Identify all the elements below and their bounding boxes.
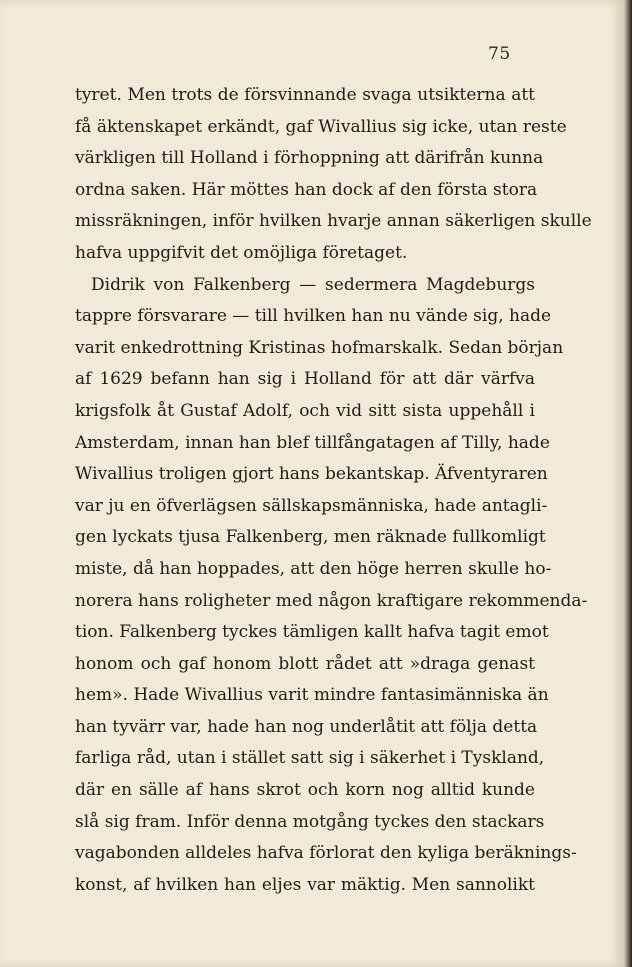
text-line: där en sälle af hans skrot och korn nog alltid kunde: [75, 780, 535, 801]
text-line: tyret. Men trots de försvinnande svaga utsikterna att: [75, 85, 535, 105]
text-line: han tyvärr var, hade han nog underlåtit att följa detta: [75, 716, 538, 737]
body-text: [75, 80, 592, 901]
text-line: farliga råd, utan i stället satt sig i säkerhet i Tyskland,: [75, 748, 545, 769]
text-line: miste, då han hoppades, att den höge herren skulle ho-: [75, 558, 552, 579]
text-line: honom och gaf honom blott rådet att »draga genast: [75, 653, 535, 674]
text-line: hem». Hade Wivallius varit mindre fantasimänniska än: [75, 685, 549, 706]
text-line: värkligen till Holland i förhoppning att därifrån kunna: [75, 148, 544, 169]
text-line: af 1629 befann han sig i Holland för att där värfva: [75, 369, 535, 390]
text-line: ordna saken. Här möttes han dock af den första stora: [75, 179, 538, 200]
text-line: Amsterdam, innan han blef tillfångatagen af Tilly, hade: [75, 432, 550, 453]
text-line: tappre försvarare — till hvilken han nu vände sig, hade: [75, 306, 552, 327]
text-line: få äktenskapet erkändt, gaf Wivallius sig icke, utan reste: [75, 116, 567, 137]
text-line: gen lyckats tjusa Falkenberg, men räknade fullkomligt: [75, 527, 546, 548]
page-number: 75: [488, 44, 511, 64]
page-edge-shadow: [624, 0, 632, 967]
text-line: vagabonden alldeles hafva förlorat den kyliga beräknings-: [75, 843, 577, 864]
text-line: var ju en öfverlägsen sällskapsmänniska, hade antagli-: [75, 495, 548, 516]
text-line: hafva uppgifvit det omöjliga företaget.: [75, 242, 408, 263]
text-line: varit enkedrottning Kristinas hofmarskalk. Sedan början: [75, 337, 564, 358]
text-line: tion. Falkenberg tyckes tämligen kallt hafva tagit emot: [75, 622, 549, 643]
text-line: slå sig fram. Inför denna motgång tyckes den stackars: [75, 811, 545, 832]
text-line: missräkningen, inför hvilken hvarje annan säkerligen skulle: [75, 211, 592, 232]
text-line: konst, af hvilken han eljes var mäktig. Men sannolikt: [75, 874, 535, 895]
text-line: Wivallius troligen gjort hans bekantskap. Äfventyraren: [75, 464, 548, 485]
text-line: krigsfolk åt Gustaf Adolf, och vid sitt sista uppehåll i: [75, 400, 535, 421]
text-line: norera hans roligheter med någon kraftigare rekommenda-: [75, 590, 588, 611]
text-line: Didrik von Falkenberg — sedermera Magdeburgs: [91, 274, 535, 295]
